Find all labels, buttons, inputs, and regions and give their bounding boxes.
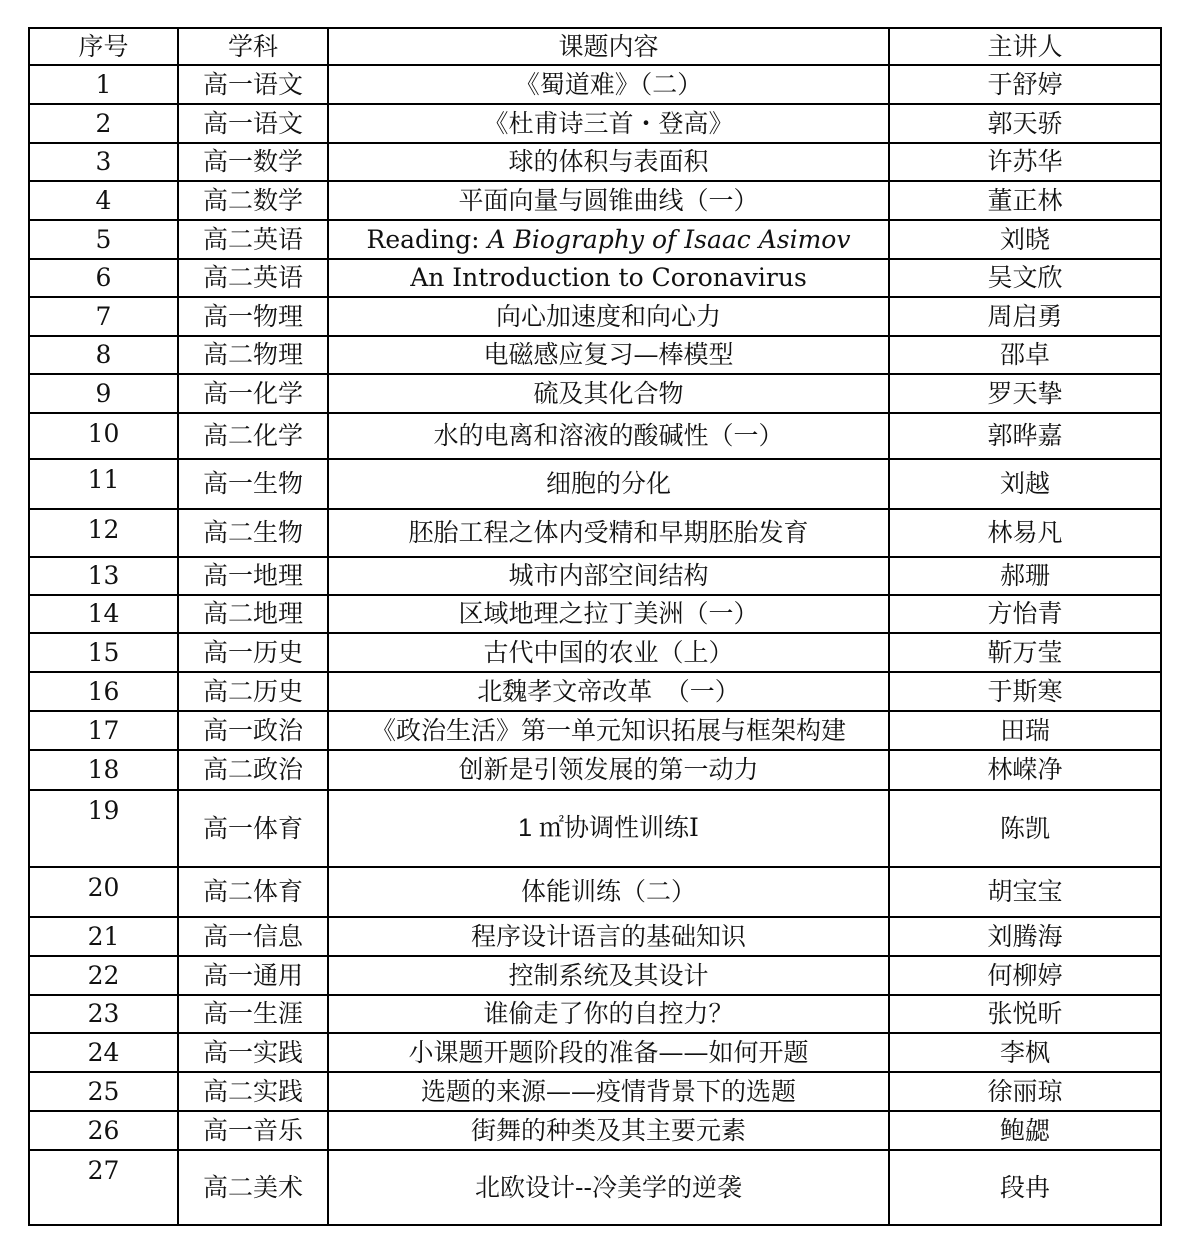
speaker-cell: 许苏华 (889, 143, 1161, 181)
row-number: 26 (29, 1111, 178, 1150)
speaker-cell: 田瑞 (889, 711, 1161, 750)
course-schedule-table (28, 27, 1162, 1226)
table-row (29, 104, 1161, 143)
speaker-cell: 郝珊 (889, 557, 1161, 595)
table-row (29, 143, 1161, 181)
subject-cell: 高二化学 (178, 413, 328, 459)
table-row (29, 259, 1161, 297)
row-number: 3 (29, 143, 178, 181)
row-number: 11 (29, 459, 178, 509)
topic-book-title: A Biography of Isaac Asimov (487, 224, 851, 254)
row-number: 15 (29, 633, 178, 672)
table-row (29, 374, 1161, 413)
row-number: 23 (29, 995, 178, 1033)
header-no: 序号 (29, 28, 178, 65)
table-row (29, 750, 1161, 790)
subject-cell: 高二英语 (178, 259, 328, 297)
subject-cell: 高一化学 (178, 374, 328, 413)
speaker-cell: 罗天挚 (889, 374, 1161, 413)
topic-cell: 控制系统及其设计 (328, 956, 889, 995)
row-number: 16 (29, 672, 178, 711)
topic-cell: An Introduction to Coronavirus (328, 259, 889, 297)
table-row (29, 672, 1161, 711)
row-number: 19 (29, 790, 178, 867)
topic-prefix: Reading: (366, 224, 488, 254)
topic-cell: 程序设计语言的基础知识 (328, 917, 889, 956)
row-number: 20 (29, 867, 178, 917)
row-number: 9 (29, 374, 178, 413)
topic-cell: 小课题开题阶段的准备——如何开题 (328, 1033, 889, 1072)
topic-cell: 《杜甫诗三首・登高》 (328, 104, 889, 143)
table-row (29, 633, 1161, 672)
table-row (29, 459, 1161, 509)
subject-cell: 高一体育 (178, 790, 328, 867)
row-number: 17 (29, 711, 178, 750)
speaker-cell: 刘越 (889, 459, 1161, 509)
row-number: 6 (29, 259, 178, 297)
speaker-cell: 段冉 (889, 1150, 1161, 1225)
subject-cell: 高一数学 (178, 143, 328, 181)
row-number: 14 (29, 595, 178, 633)
row-number: 1 (29, 65, 178, 104)
row-number: 10 (29, 413, 178, 459)
speaker-cell: 方怡青 (889, 595, 1161, 633)
subject-cell: 高二物理 (178, 336, 328, 374)
speaker-cell: 于舒婷 (889, 65, 1161, 104)
speaker-cell: 陈凯 (889, 790, 1161, 867)
topic-cell: 北魏孝文帝改革 （一） (328, 672, 889, 711)
topic-cell: 硫及其化合物 (328, 374, 889, 413)
row-number: 4 (29, 181, 178, 220)
topic-cell: 北欧设计--冷美学的逆袭 (328, 1150, 889, 1225)
topic-cell: 体能训练（二） (328, 867, 889, 917)
header-topic: 课题内容 (328, 28, 889, 65)
topic-prefix: 1 (518, 814, 539, 843)
row-number: 7 (29, 297, 178, 336)
row-number: 27 (29, 1150, 178, 1225)
topic-cell: 《政治生活》第一单元知识拓展与框架构建 (328, 711, 889, 750)
table-row (29, 595, 1161, 633)
speaker-cell: 徐丽琼 (889, 1072, 1161, 1111)
table-row (29, 790, 1161, 867)
speaker-cell: 郭晔嘉 (889, 413, 1161, 459)
row-number: 24 (29, 1033, 178, 1072)
topic-cell: 城市内部空间结构 (328, 557, 889, 595)
row-number: 21 (29, 917, 178, 956)
subject-cell: 高二实践 (178, 1072, 328, 1111)
table-row (29, 220, 1161, 259)
table-row (29, 65, 1161, 104)
topic-cell: 《蜀道难》（二） (328, 65, 889, 104)
speaker-cell: 鲍勰 (889, 1111, 1161, 1150)
topic-cell: 平面向量与圆锥曲线（一） (328, 181, 889, 220)
topic-cell: 谁偷走了你的自控力？ (328, 995, 889, 1033)
table-row (29, 1033, 1161, 1072)
table-row (29, 336, 1161, 374)
subject-cell: 高一政治 (178, 711, 328, 750)
subject-cell: 高一语文 (178, 104, 328, 143)
subject-cell: 高二政治 (178, 750, 328, 790)
table-row (29, 181, 1161, 220)
topic-cell: 区域地理之拉丁美洲（一） (328, 595, 889, 633)
subject-cell: 高二美术 (178, 1150, 328, 1225)
header-speaker: 主讲人 (889, 28, 1161, 65)
speaker-cell: 吴文欣 (889, 259, 1161, 297)
topic-cell: 选题的来源——疫情背景下的选题 (328, 1072, 889, 1111)
subject-cell: 高一音乐 (178, 1111, 328, 1150)
table-row (29, 711, 1161, 750)
table-row (29, 413, 1161, 459)
subject-cell: 高一通用 (178, 956, 328, 995)
subject-cell: 高一语文 (178, 65, 328, 104)
subject-cell: 高二历史 (178, 672, 328, 711)
table-row (29, 297, 1161, 336)
subject-cell: 高一信息 (178, 917, 328, 956)
topic-cell: 街舞的种类及其主要元素 (328, 1111, 889, 1150)
topic-cell: 创新是引领发展的第一动力 (328, 750, 889, 790)
topic-cell (328, 790, 889, 867)
subject-cell: 高一地理 (178, 557, 328, 595)
table-row (29, 995, 1161, 1033)
row-number: 8 (29, 336, 178, 374)
speaker-cell: 于斯寒 (889, 672, 1161, 711)
subject-cell: 高二英语 (178, 220, 328, 259)
subject-cell: 高二数学 (178, 181, 328, 220)
topic-cell: 向心加速度和向心力 (328, 297, 889, 336)
speaker-cell: 林易凡 (889, 509, 1161, 557)
row-number: 13 (29, 557, 178, 595)
table-row (29, 509, 1161, 557)
header-subject: 学科 (178, 28, 328, 65)
table-row (29, 1150, 1161, 1225)
speaker-cell: 何柳婷 (889, 956, 1161, 995)
subject-cell: 高二地理 (178, 595, 328, 633)
subject-cell: 高二体育 (178, 867, 328, 917)
speaker-cell: 张悦昕 (889, 995, 1161, 1033)
topic-cell (328, 220, 889, 259)
speaker-cell: 李枫 (889, 1033, 1161, 1072)
subject-cell: 高一生物 (178, 459, 328, 509)
speaker-cell: 周启勇 (889, 297, 1161, 336)
table-row (29, 557, 1161, 595)
speaker-cell: 郭天骄 (889, 104, 1161, 143)
topic-cell: 古代中国的农业（上） (328, 633, 889, 672)
table-header-row (29, 28, 1161, 65)
speaker-cell: 胡宝宝 (889, 867, 1161, 917)
speaker-cell: 邵卓 (889, 336, 1161, 374)
speaker-cell: 董正林 (889, 181, 1161, 220)
subject-cell: 高一历史 (178, 633, 328, 672)
subject-cell: 高一生涯 (178, 995, 328, 1033)
topic-cell: 电磁感应复习—棒模型 (328, 336, 889, 374)
subject-cell: 高二生物 (178, 509, 328, 557)
table-row (29, 867, 1161, 917)
row-number: 2 (29, 104, 178, 143)
topic-cell: 球的体积与表面积 (328, 143, 889, 181)
speaker-cell: 刘晓 (889, 220, 1161, 259)
speaker-cell: 刘腾海 (889, 917, 1161, 956)
table-row (29, 956, 1161, 995)
row-number: 22 (29, 956, 178, 995)
subject-cell: 高一实践 (178, 1033, 328, 1072)
table-row (29, 1072, 1161, 1111)
table-row (29, 917, 1161, 956)
speaker-cell: 林嵘净 (889, 750, 1161, 790)
row-number: 18 (29, 750, 178, 790)
row-number: 5 (29, 220, 178, 259)
topic-text: ㎡协调性训练Ⅰ (538, 813, 699, 843)
topic-cell: 细胞的分化 (328, 459, 889, 509)
topic-cell: 水的电离和溶液的酸碱性（一） (328, 413, 889, 459)
subject-cell: 高一物理 (178, 297, 328, 336)
table-row (29, 1111, 1161, 1150)
row-number: 12 (29, 509, 178, 557)
speaker-cell: 靳万莹 (889, 633, 1161, 672)
topic-cell: 胚胎工程之体内受精和早期胚胎发育 (328, 509, 889, 557)
row-number: 25 (29, 1072, 178, 1111)
